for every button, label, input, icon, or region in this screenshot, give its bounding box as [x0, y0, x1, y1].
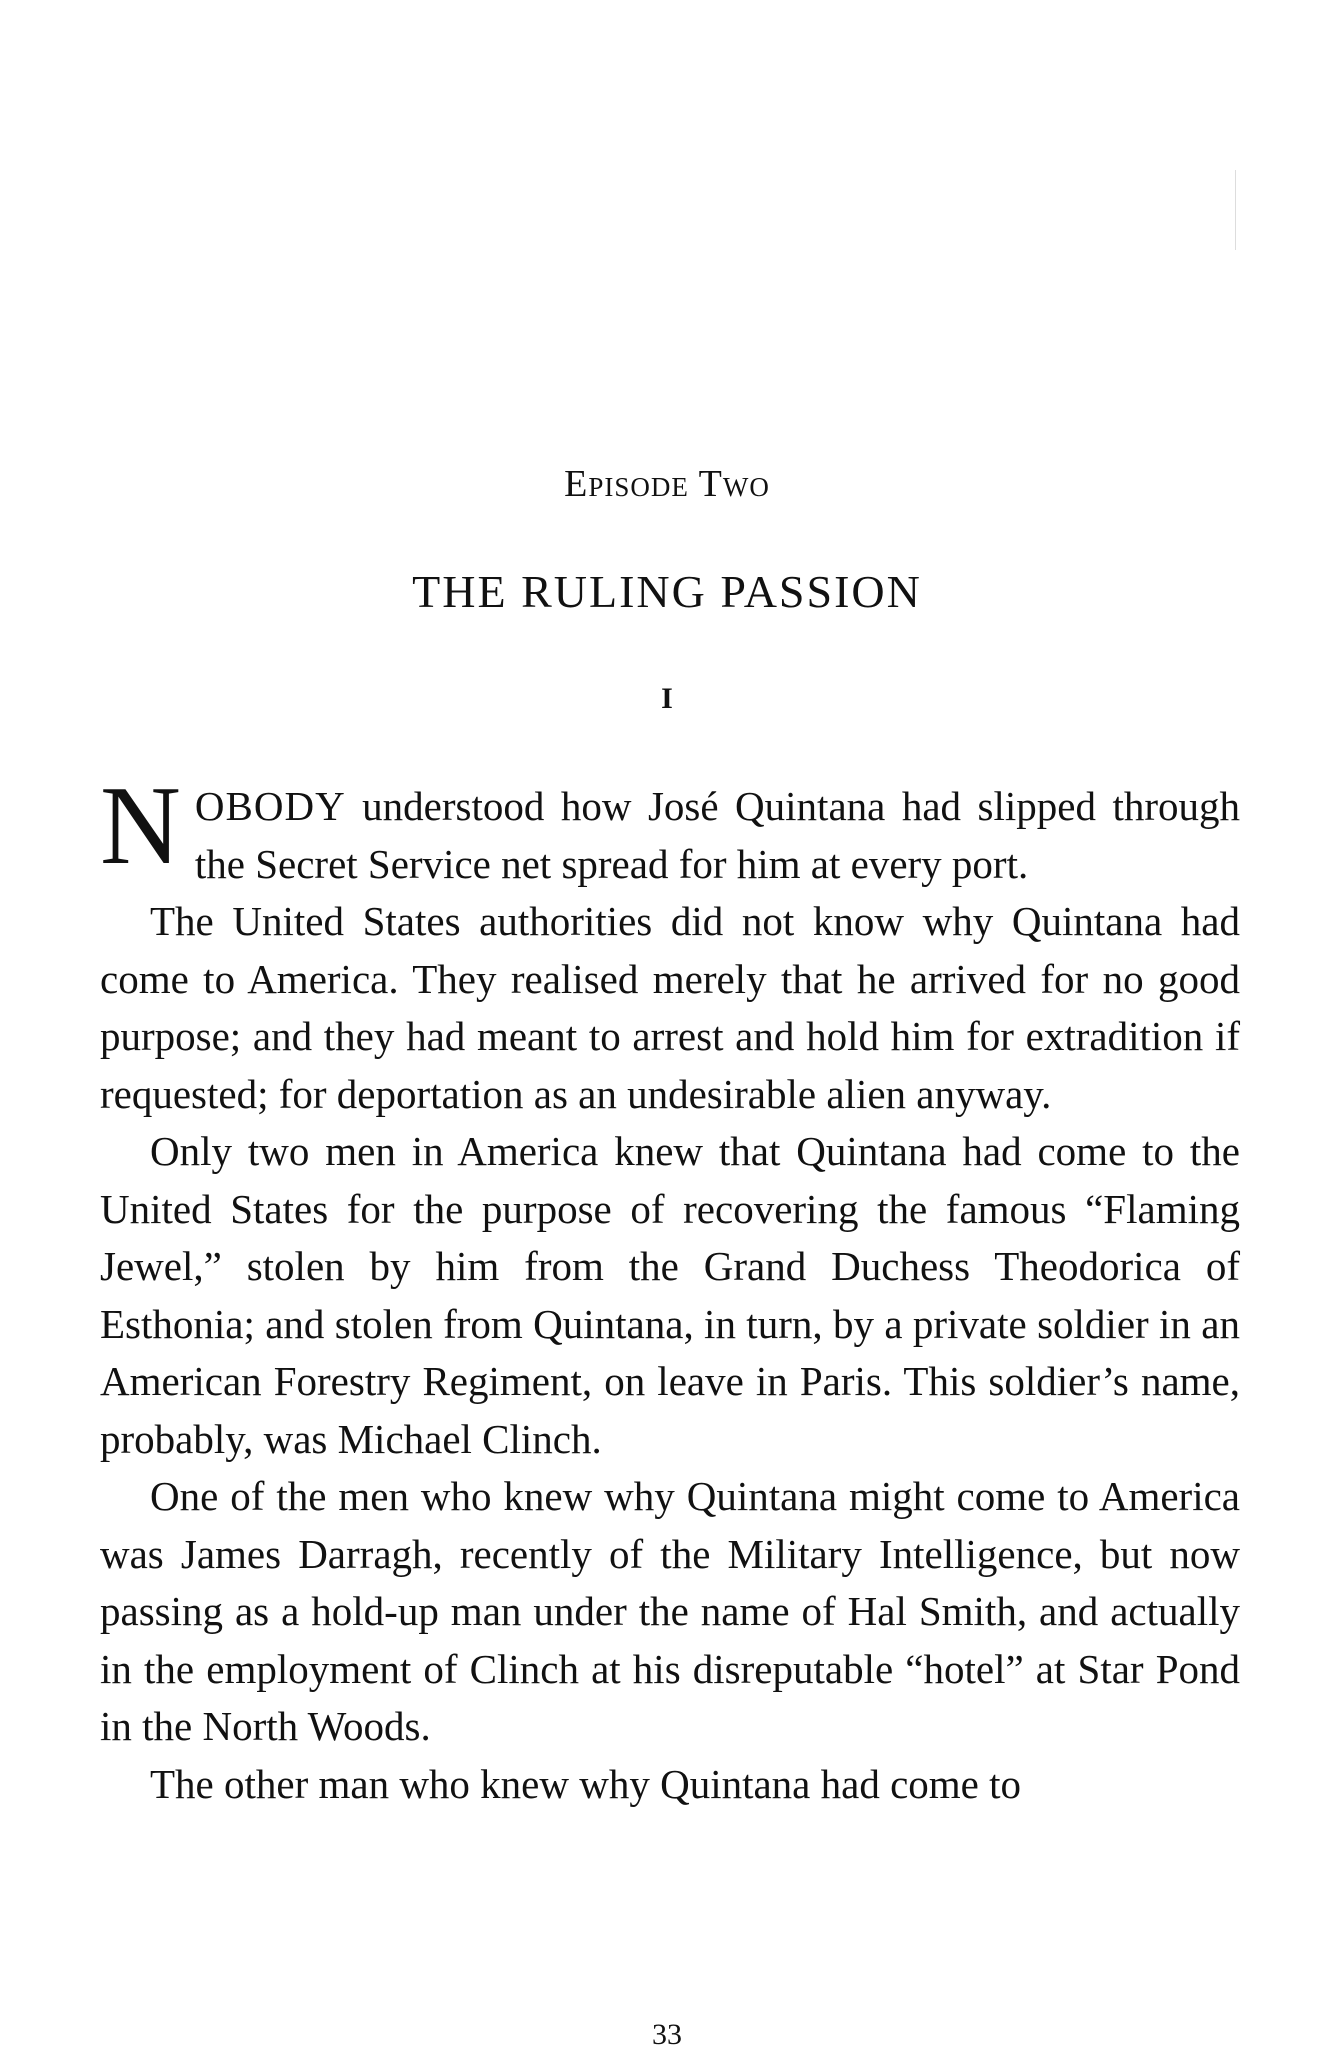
margin-mark [1235, 170, 1236, 250]
body-text [100, 764, 1240, 1813]
first-paragraph [100, 764, 1240, 893]
paragraph: One of the men who knew why Quintana might come to America was James Darragh, recently of the Military Intelligence, but now passing as a hold-up man under the name of Hal Smith, and actually in the employment of Clinch at his disreputable “hotel” at Star Pond in the North Woods. [100, 1473, 1240, 1749]
paragraph: The other man who knew why Quintana had come to [150, 1760, 1022, 1807]
chapter-title: THE RULING PASSION [412, 566, 922, 617]
paragraph: Only two men in America knew that Quintana had come to the United States for the purpose of recovering the famous “Flaming Jewel,” stolen by him from the Grand Duchess Theodorica of Esthonia; and stolen from Quintana, in turn, by a private soldier in an American Forestry Regiment, on leave in Paris. This soldier’s name, probably, was Michael Clinch. [100, 1128, 1240, 1462]
paragraph: The United States authorities did not know why Quintana had come to America. They realised merely that he arrived for no good purpose; and they had meant to arrest and hold him for extradition if requested; for deportation as an undesirable alien anyway. [100, 898, 1240, 1117]
section-number: I [661, 682, 673, 715]
drop-cap: N [100, 764, 181, 888]
episode-label-text: Episode Two [564, 463, 770, 505]
episode-label [0, 462, 1334, 506]
lead-caps: OBODY [194, 783, 346, 829]
page-number: 33 [652, 2018, 682, 2051]
first-paragraph-text: understood how José Quintana had slipped through the Secret Service net spread for him at every port. [194, 783, 1240, 887]
